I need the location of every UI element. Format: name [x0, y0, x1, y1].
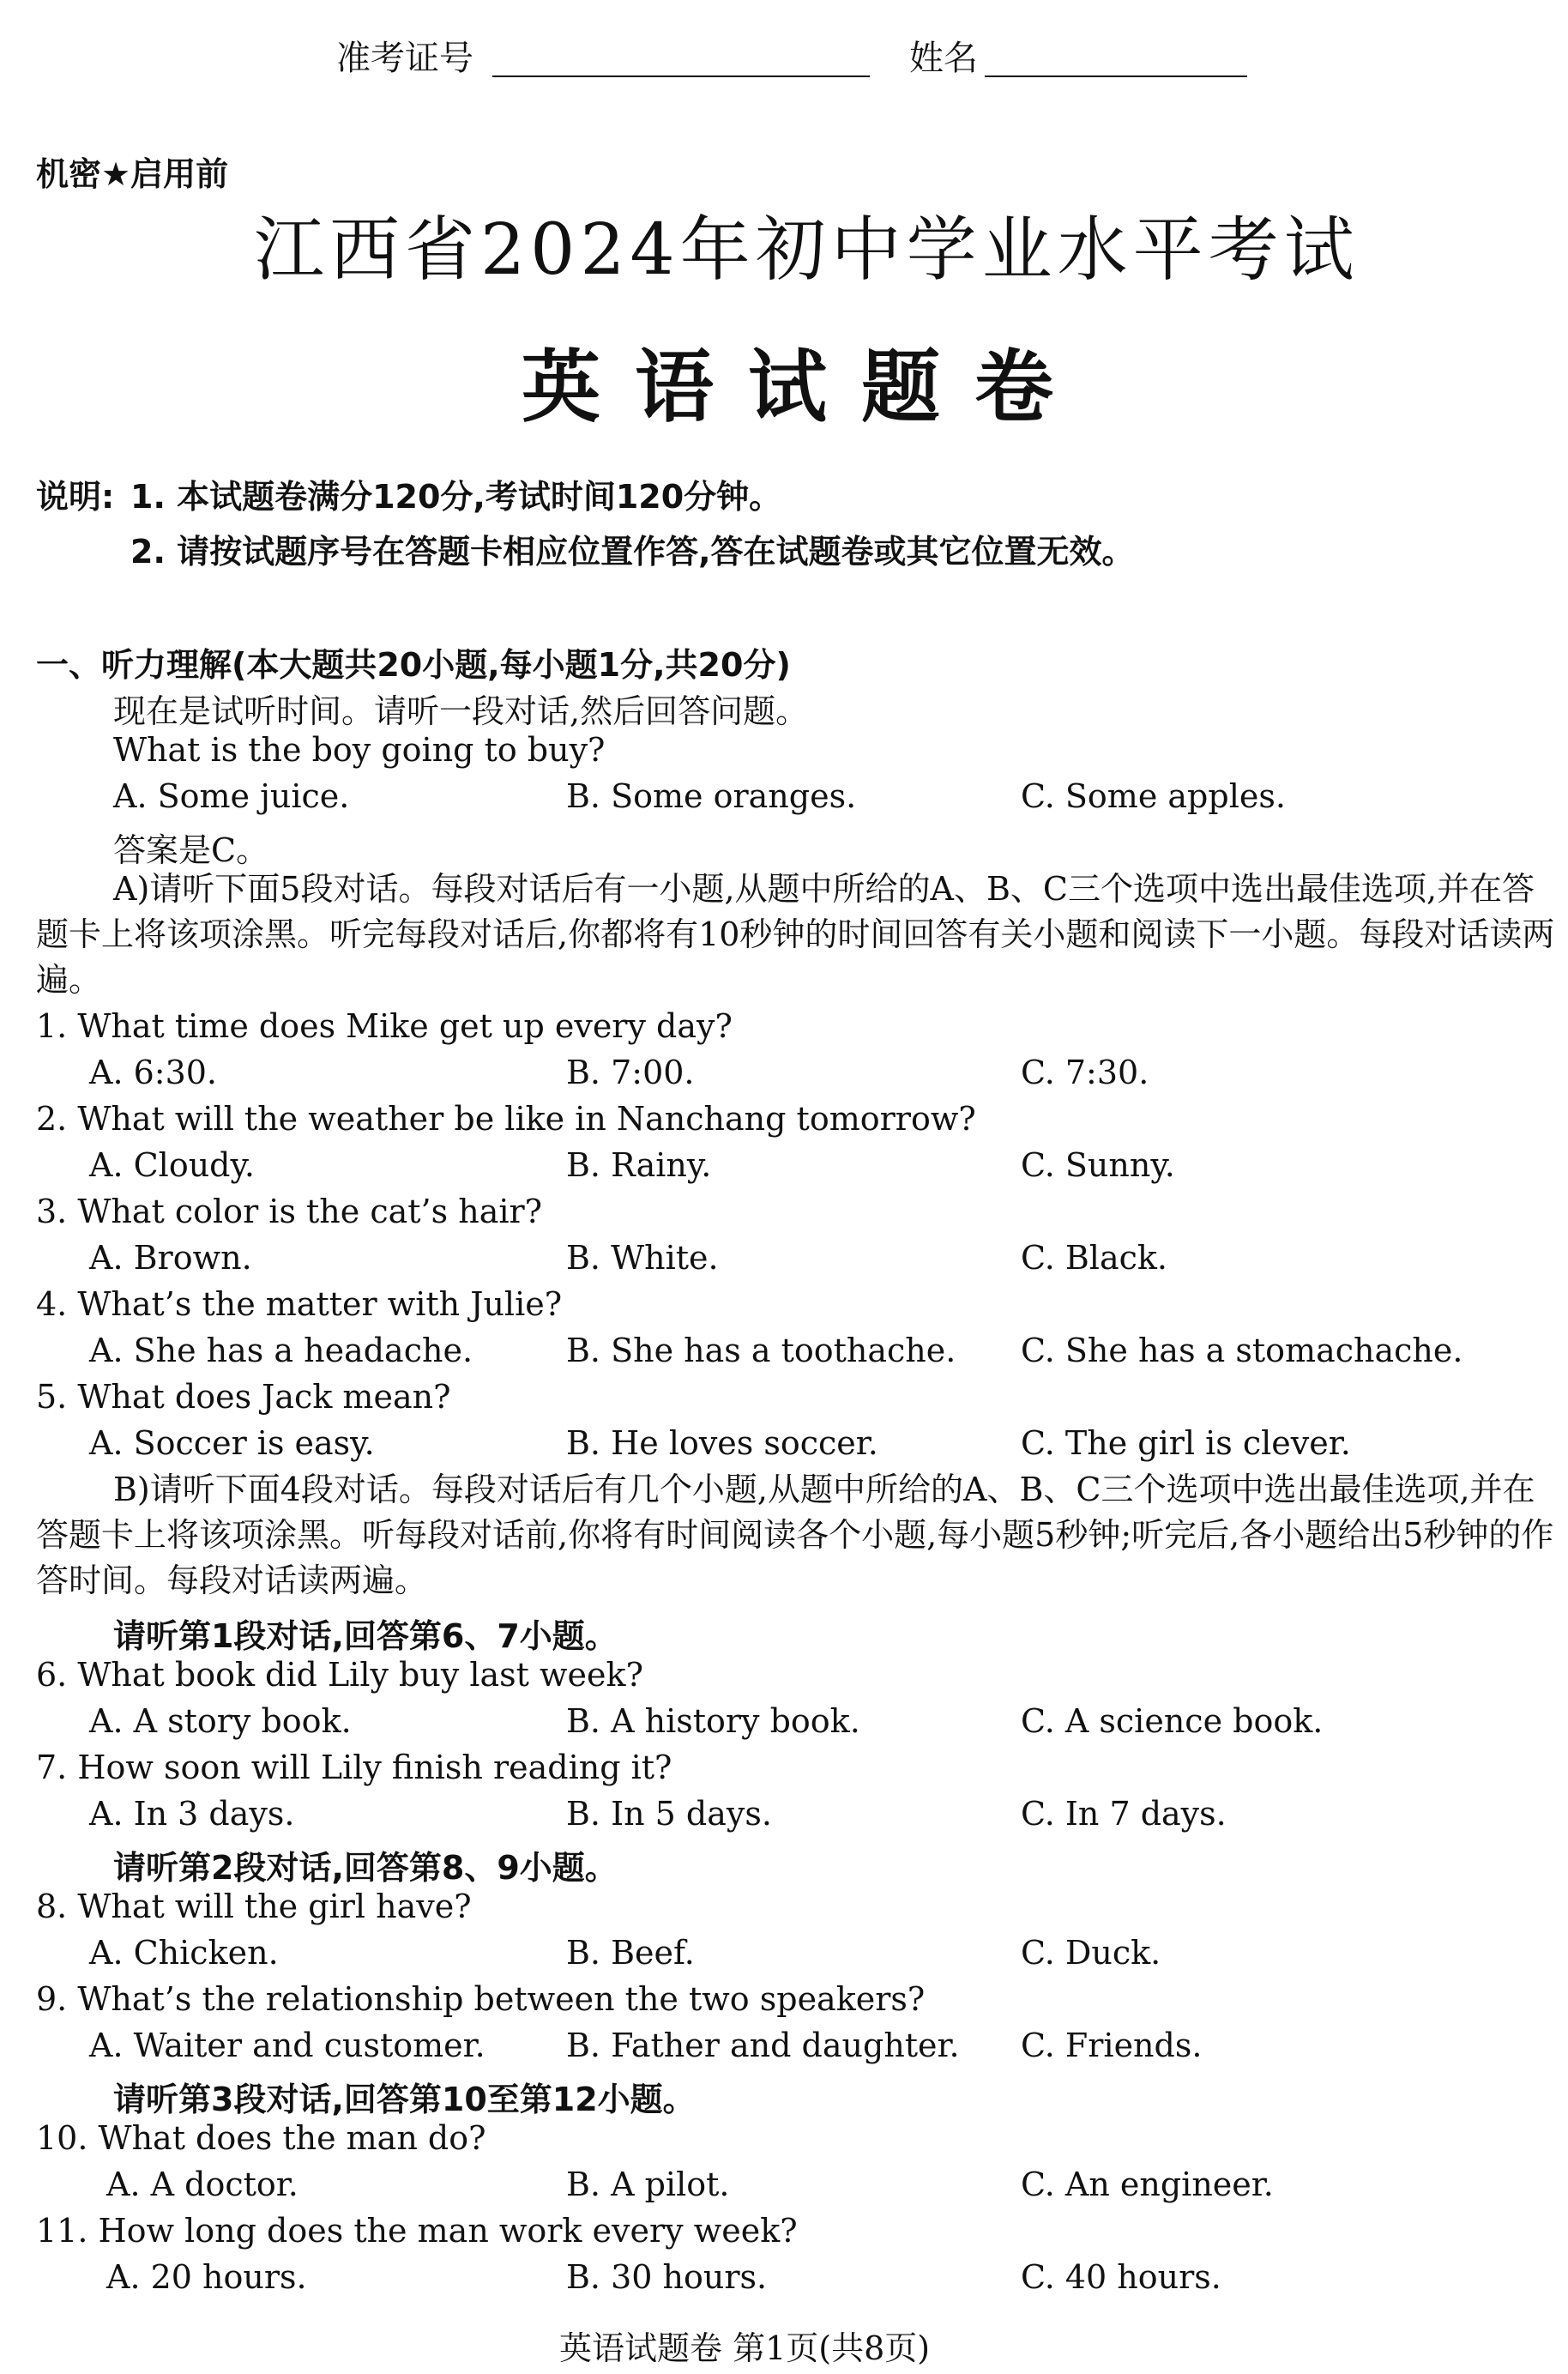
question-7: 7. How soon will Lily finish reading it? — [36, 1749, 672, 1786]
q8-option-c: C. Duck. — [1021, 1934, 1161, 1972]
exam-id-label: 准考证号 — [336, 39, 473, 78]
exam-id-blank — [492, 76, 870, 77]
q11-option-b: B. 30 hours. — [566, 2258, 768, 2296]
name-blank — [985, 76, 1247, 77]
question-9: 9. What’s the relationship between the two speakers? — [36, 1980, 926, 2018]
confidential-label: 机密★启用前 — [36, 155, 229, 193]
q1-option-c: C. 7:30. — [1021, 1054, 1149, 1091]
q8-option-a: A. Chicken. — [89, 1934, 279, 1972]
notes-label: 说明: — [36, 478, 115, 516]
question-1: 1. What time does Mike get up every day? — [36, 1007, 733, 1045]
dialogue-1-heading: 请听第1段对话,回答第6、7小题。 — [113, 1617, 618, 1655]
q6-option-c: C. A science book. — [1021, 1702, 1324, 1740]
notes-line-1: 1. 本试题卷满分120分,考试时间120分钟。 — [130, 478, 782, 516]
example-option-c: C. Some apples. — [1021, 777, 1286, 815]
name-label: 姓名 — [909, 39, 978, 78]
notes-line-2: 2. 请按试题序号在答题卡相应位置作答,答在试题卷或其它位置无效。 — [130, 533, 1135, 571]
q4-option-c: C. She has a stomachache. — [1021, 1332, 1463, 1369]
question-2: 2. What will the weather be like in Nanchang tomorrow? — [36, 1100, 976, 1138]
q10-option-a: A. A doctor. — [106, 2166, 299, 2203]
q7-option-c: C. In 7 days. — [1021, 1795, 1227, 1833]
q4-option-a: A. She has a headache. — [89, 1332, 473, 1369]
q7-option-a: A. In 3 days. — [89, 1795, 295, 1833]
question-4: 4. What’s the matter with Julie? — [36, 1285, 563, 1323]
question-8: 8. What will the girl have? — [36, 1888, 472, 1925]
q5-option-a: A. Soccer is easy. — [89, 1424, 375, 1462]
part-b-instructions: B)请听下面4段对话。每段对话后有几个小题,从题中所给的A、B、C三个选项中选出最佳选项,并在答题卡上将该项涂黑。听每段对话前,你将有时间阅读各个小题,每小题5秒钟;听完后,各小题给出5秒钟的作答时间。每段对话读两遍。 — [36, 1471, 1554, 1599]
q6-option-a: A. A story book. — [89, 1702, 352, 1740]
q1-option-a: A. 6:30. — [89, 1054, 218, 1091]
q9-option-b: B. Father and daughter. — [566, 2027, 960, 2064]
q11-option-c: C. 40 hours. — [1021, 2258, 1221, 2296]
question-3: 3. What color is the cat’s hair? — [36, 1193, 543, 1230]
q5-option-c: C. The girl is clever. — [1021, 1424, 1351, 1462]
question-5: 5. What does Jack mean? — [36, 1378, 451, 1416]
question-10: 10. What does the man do? — [36, 2119, 486, 2157]
q7-option-b: B. In 5 days. — [566, 1795, 772, 1833]
example-answer: 答案是C。 — [113, 831, 269, 869]
q9-option-c: C. Friends. — [1021, 2027, 1203, 2064]
dialogue-3-heading: 请听第3段对话,回答第10至第12小题。 — [113, 2081, 696, 2118]
example-option-a: A. Some juice. — [113, 777, 350, 815]
q1-option-b: B. 7:00. — [566, 1054, 695, 1091]
q8-option-b: B. Beef. — [566, 1934, 695, 1972]
example-option-b: B. Some oranges. — [566, 777, 857, 815]
q3-option-b: B. White. — [566, 1239, 719, 1277]
exam-title: 江西省2024年初中学业水平考试 — [254, 209, 1360, 291]
example-intro: 现在是试听时间。请听一段对话,然后回答问题。 — [113, 692, 809, 730]
q3-option-a: A. Brown. — [89, 1239, 252, 1277]
q3-option-c: C. Black. — [1021, 1239, 1167, 1277]
paper-subtitle: 英语试题卷 — [522, 341, 1089, 433]
question-11: 11. How long does the man work every week? — [36, 2212, 798, 2250]
q11-option-a: A. 20 hours. — [106, 2258, 307, 2296]
part-a-instructions: A)请听下面5段对话。每段对话后有一小题,从题中所给的A、B、C三个选项中选出最佳选项,并在答题卡上将该项涂黑。听完每段对话后,你都将有10秒钟的时间回答有关小题和阅读下一小题。每段对话读两遍。 — [36, 870, 1555, 999]
q2-option-b: B. Rainy. — [566, 1146, 712, 1184]
question-6: 6. What book did Lily buy last week? — [36, 1656, 643, 1694]
dialogue-2-heading: 请听第2段对话,回答第8、9小题。 — [113, 1849, 618, 1887]
q9-option-a: A. Waiter and customer. — [89, 2027, 485, 2064]
q5-option-b: B. He loves soccer. — [566, 1424, 878, 1462]
section-heading: 一、听力理解(本大题共20小题,每小题1分,共20分) — [36, 646, 791, 684]
page-footer: 英语试题卷 第1页(共8页) — [559, 2329, 931, 2367]
example-question: What is the boy going to buy? — [113, 731, 606, 769]
q10-option-c: C. An engineer. — [1021, 2166, 1274, 2203]
q10-option-b: B. A pilot. — [566, 2166, 730, 2203]
q2-option-c: C. Sunny. — [1021, 1146, 1175, 1184]
q2-option-a: A. Cloudy. — [89, 1146, 256, 1184]
q6-option-b: B. A history book. — [566, 1702, 860, 1740]
q4-option-b: B. She has a toothache. — [566, 1332, 956, 1369]
